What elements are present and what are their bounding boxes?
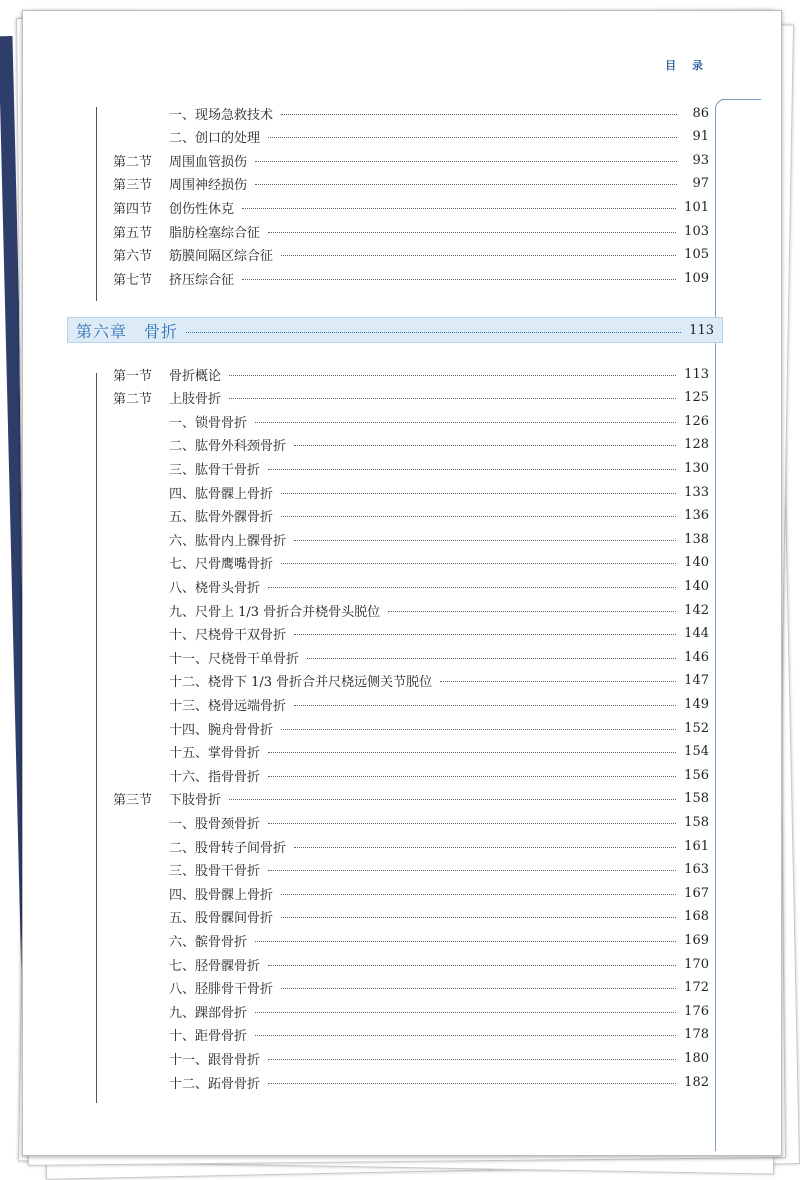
entry-title: 一、现场急救技术 xyxy=(169,107,274,123)
entry-title: 十一、跟骨骨折 xyxy=(169,1052,261,1068)
chapter-page-number: 113 xyxy=(689,322,714,338)
entry-title: 九、踝部骨折 xyxy=(169,1005,248,1021)
page-number: 128 xyxy=(684,437,709,453)
toc-entry[interactable] xyxy=(23,576,709,596)
leader-dots xyxy=(255,161,677,162)
page-number: 158 xyxy=(684,791,709,807)
page-number: 140 xyxy=(684,578,709,594)
page-number: 133 xyxy=(684,484,709,500)
leader-dots xyxy=(268,1059,676,1060)
entry-title: 十二、跖骨骨折 xyxy=(169,1076,261,1092)
side-tab-decoration xyxy=(715,99,761,1151)
page-number: 180 xyxy=(684,1050,709,1066)
leader-dots xyxy=(268,823,676,824)
entry-title: 三、股骨干骨折 xyxy=(169,864,261,880)
leader-dots xyxy=(281,729,676,730)
entry-title: 周围血管损伤 xyxy=(169,154,248,170)
page-number: 147 xyxy=(684,673,709,689)
leader-dots xyxy=(229,799,676,800)
entry-title: 创伤性休克 xyxy=(169,201,235,217)
entry-title: 十一、尺桡骨干单骨折 xyxy=(169,651,300,667)
entry-title: 五、肱骨外髁骨折 xyxy=(169,510,274,526)
page-number: 161 xyxy=(684,838,709,854)
entry-title: 七、尺骨鹰嘴骨折 xyxy=(169,557,274,573)
entry-title: 十五、掌骨骨折 xyxy=(169,746,261,762)
section-number: 第四节 xyxy=(113,201,153,217)
entry-title: 七、胫骨髁骨折 xyxy=(169,958,261,974)
toc-entry[interactable] xyxy=(23,954,709,974)
entry-title: 一、锁骨骨折 xyxy=(169,415,248,431)
page-number: 170 xyxy=(684,956,709,972)
leader-dots xyxy=(281,255,676,256)
page-number: 149 xyxy=(684,696,709,712)
leader-dots xyxy=(268,469,676,470)
entry-title: 周围神经损伤 xyxy=(169,178,248,194)
leader-dots xyxy=(268,1083,676,1084)
leader-dots xyxy=(281,114,677,115)
running-header: 目 录 xyxy=(665,59,709,72)
leader-dots xyxy=(268,870,676,871)
entry-title: 六、髌骨骨折 xyxy=(169,934,248,950)
leader-dots xyxy=(229,375,676,376)
toc-entry[interactable] xyxy=(23,197,709,217)
toc-entry[interactable] xyxy=(23,529,709,549)
leader-dots xyxy=(268,965,676,966)
toc-entry[interactable] xyxy=(23,694,709,714)
section-number: 第七节 xyxy=(113,272,153,288)
leader-dots xyxy=(255,941,676,942)
page-number: 182 xyxy=(684,1074,709,1090)
toc-entry[interactable] xyxy=(23,978,709,998)
leader-dots xyxy=(268,587,676,588)
page-number: 146 xyxy=(684,649,709,665)
page-number: 172 xyxy=(684,980,709,996)
page-number: 176 xyxy=(684,1003,709,1019)
entry-title: 十、尺桡骨干双骨折 xyxy=(169,628,287,644)
toc-entry[interactable] xyxy=(23,765,709,785)
page-number: 138 xyxy=(684,531,709,547)
toc-entry[interactable] xyxy=(23,1048,709,1068)
entry-title: 十三、桡骨远端骨折 xyxy=(169,698,287,714)
toc-entry[interactable] xyxy=(23,718,709,738)
entry-title: 十二、桡骨下 1/3 骨折合并尺桡远侧关节脱位 xyxy=(169,675,433,691)
page-number: 158 xyxy=(684,814,709,830)
leader-dots xyxy=(255,422,676,423)
section-number: 第一节 xyxy=(113,368,153,384)
toc-page xyxy=(22,10,782,1156)
entry-title: 三、肱骨干骨折 xyxy=(169,462,261,478)
page-number: 86 xyxy=(692,105,709,121)
toc-entry[interactable] xyxy=(23,411,709,431)
entry-title: 四、肱骨髁上骨折 xyxy=(169,486,274,502)
entry-title: 上肢骨折 xyxy=(169,392,222,408)
toc-entry[interactable] xyxy=(23,268,709,288)
entry-title: 二、股骨转子间骨折 xyxy=(169,840,287,856)
page-number: 178 xyxy=(684,1027,709,1043)
toc-entry[interactable] xyxy=(23,103,709,123)
toc-entry[interactable] xyxy=(23,742,709,762)
leader-dots xyxy=(255,184,677,185)
section-number: 第三节 xyxy=(113,793,153,809)
toc-entry[interactable] xyxy=(23,789,709,809)
toc-entry[interactable] xyxy=(23,624,709,644)
section-number: 第三节 xyxy=(113,178,153,194)
leader-dots xyxy=(294,445,676,446)
page-number: 136 xyxy=(684,508,709,524)
page-number: 156 xyxy=(684,767,709,783)
page-number: 130 xyxy=(684,460,709,476)
leader-dots xyxy=(268,752,676,753)
leader-dots xyxy=(294,705,676,706)
toc-entry[interactable] xyxy=(23,388,709,408)
section-number: 第二节 xyxy=(113,154,153,170)
page-number: 103 xyxy=(684,223,709,239)
leader-dots xyxy=(281,493,676,494)
chapter-heading[interactable] xyxy=(67,317,723,343)
page-number: 97 xyxy=(692,176,709,192)
leader-dots xyxy=(268,232,676,233)
leader-dots xyxy=(307,658,676,659)
entry-title: 六、肱骨内上髁骨折 xyxy=(169,533,287,549)
page-number: 93 xyxy=(692,152,709,168)
toc-entry[interactable] xyxy=(23,150,709,170)
leader-dots xyxy=(281,917,676,918)
leader-dots xyxy=(268,137,677,138)
page-number: 125 xyxy=(684,390,709,406)
page-number: 109 xyxy=(684,270,709,286)
entry-title: 下肢骨折 xyxy=(169,793,222,809)
entry-title: 二、肱骨外科颈骨折 xyxy=(169,439,287,455)
page-number: 152 xyxy=(684,720,709,736)
page-number: 113 xyxy=(684,366,709,382)
toc-entry[interactable] xyxy=(23,127,709,147)
leader-dots xyxy=(242,208,676,209)
page-number: 169 xyxy=(684,932,709,948)
page-number: 144 xyxy=(684,626,709,642)
leader-dots xyxy=(281,516,676,517)
toc-entry[interactable] xyxy=(23,221,709,241)
entry-title: 八、桡骨头骨折 xyxy=(169,580,261,596)
page-number: 105 xyxy=(684,247,709,263)
toc-entry[interactable] xyxy=(23,883,709,903)
toc-entry[interactable] xyxy=(23,647,709,667)
toc-entry[interactable] xyxy=(23,671,709,691)
entry-title: 十、距骨骨折 xyxy=(169,1029,248,1045)
toc-entry[interactable] xyxy=(23,482,709,502)
toc-entry[interactable] xyxy=(23,600,709,620)
entry-title: 九、尺骨上 1/3 骨折合并桡骨头脱位 xyxy=(169,604,381,620)
page-number: 167 xyxy=(684,885,709,901)
toc-entry[interactable] xyxy=(23,1072,709,1092)
section-number: 第二节 xyxy=(113,392,153,408)
toc-entry[interactable] xyxy=(23,1001,709,1021)
section-number: 第五节 xyxy=(113,225,153,241)
toc-entry[interactable] xyxy=(23,364,709,384)
entry-title: 脂肪栓塞综合征 xyxy=(169,225,261,241)
section-number: 第六节 xyxy=(113,249,153,265)
toc-entry[interactable] xyxy=(23,174,709,194)
toc-entry[interactable] xyxy=(23,435,709,455)
chapter-title: 第六章 骨折 xyxy=(76,321,179,341)
toc-entry[interactable] xyxy=(23,907,709,927)
page-number: 154 xyxy=(684,744,709,760)
leader-dots xyxy=(440,681,676,682)
leader-dots xyxy=(294,540,676,541)
entry-title: 八、胫腓骨干骨折 xyxy=(169,982,274,998)
page-number: 168 xyxy=(684,909,709,925)
leader-dots xyxy=(294,634,676,635)
entry-title: 二、创口的处理 xyxy=(169,131,261,147)
entry-title: 十六、指骨骨折 xyxy=(169,769,261,785)
entry-title: 五、股骨髁间骨折 xyxy=(169,911,274,927)
toc-entry[interactable] xyxy=(23,1025,709,1045)
page-number: 163 xyxy=(684,862,709,878)
toc-entry[interactable] xyxy=(23,245,709,265)
entry-title: 挤压综合征 xyxy=(169,272,235,288)
entry-title: 骨折概论 xyxy=(169,368,222,384)
page-number: 126 xyxy=(684,413,709,429)
leader-dots xyxy=(255,1012,676,1013)
leader-dots xyxy=(281,988,676,989)
entry-title: 四、股骨髁上骨折 xyxy=(169,887,274,903)
entry-title: 筋膜间隔区综合征 xyxy=(169,249,274,265)
leader-dots xyxy=(255,1035,676,1036)
entry-title: 十四、腕舟骨骨折 xyxy=(169,722,274,738)
entry-title: 一、股骨颈骨折 xyxy=(169,816,261,832)
toc-entry[interactable] xyxy=(23,812,709,832)
leader-dots xyxy=(388,611,676,612)
toc-entry[interactable] xyxy=(23,860,709,880)
toc-entry[interactable] xyxy=(23,553,709,573)
page-number: 140 xyxy=(684,555,709,571)
toc-entry[interactable] xyxy=(23,506,709,526)
page-number: 91 xyxy=(692,129,709,145)
page-number: 142 xyxy=(684,602,709,618)
leader-dots xyxy=(268,776,676,777)
toc-entry[interactable] xyxy=(23,458,709,478)
toc-entry[interactable] xyxy=(23,836,709,856)
page-number: 101 xyxy=(684,199,709,215)
toc-entry[interactable] xyxy=(23,930,709,950)
leader-dots xyxy=(294,847,676,848)
leader-dots xyxy=(242,279,676,280)
leader-dots xyxy=(229,398,676,399)
leader-dots xyxy=(281,563,676,564)
chapter-leader-dots xyxy=(186,332,681,333)
leader-dots xyxy=(281,894,676,895)
